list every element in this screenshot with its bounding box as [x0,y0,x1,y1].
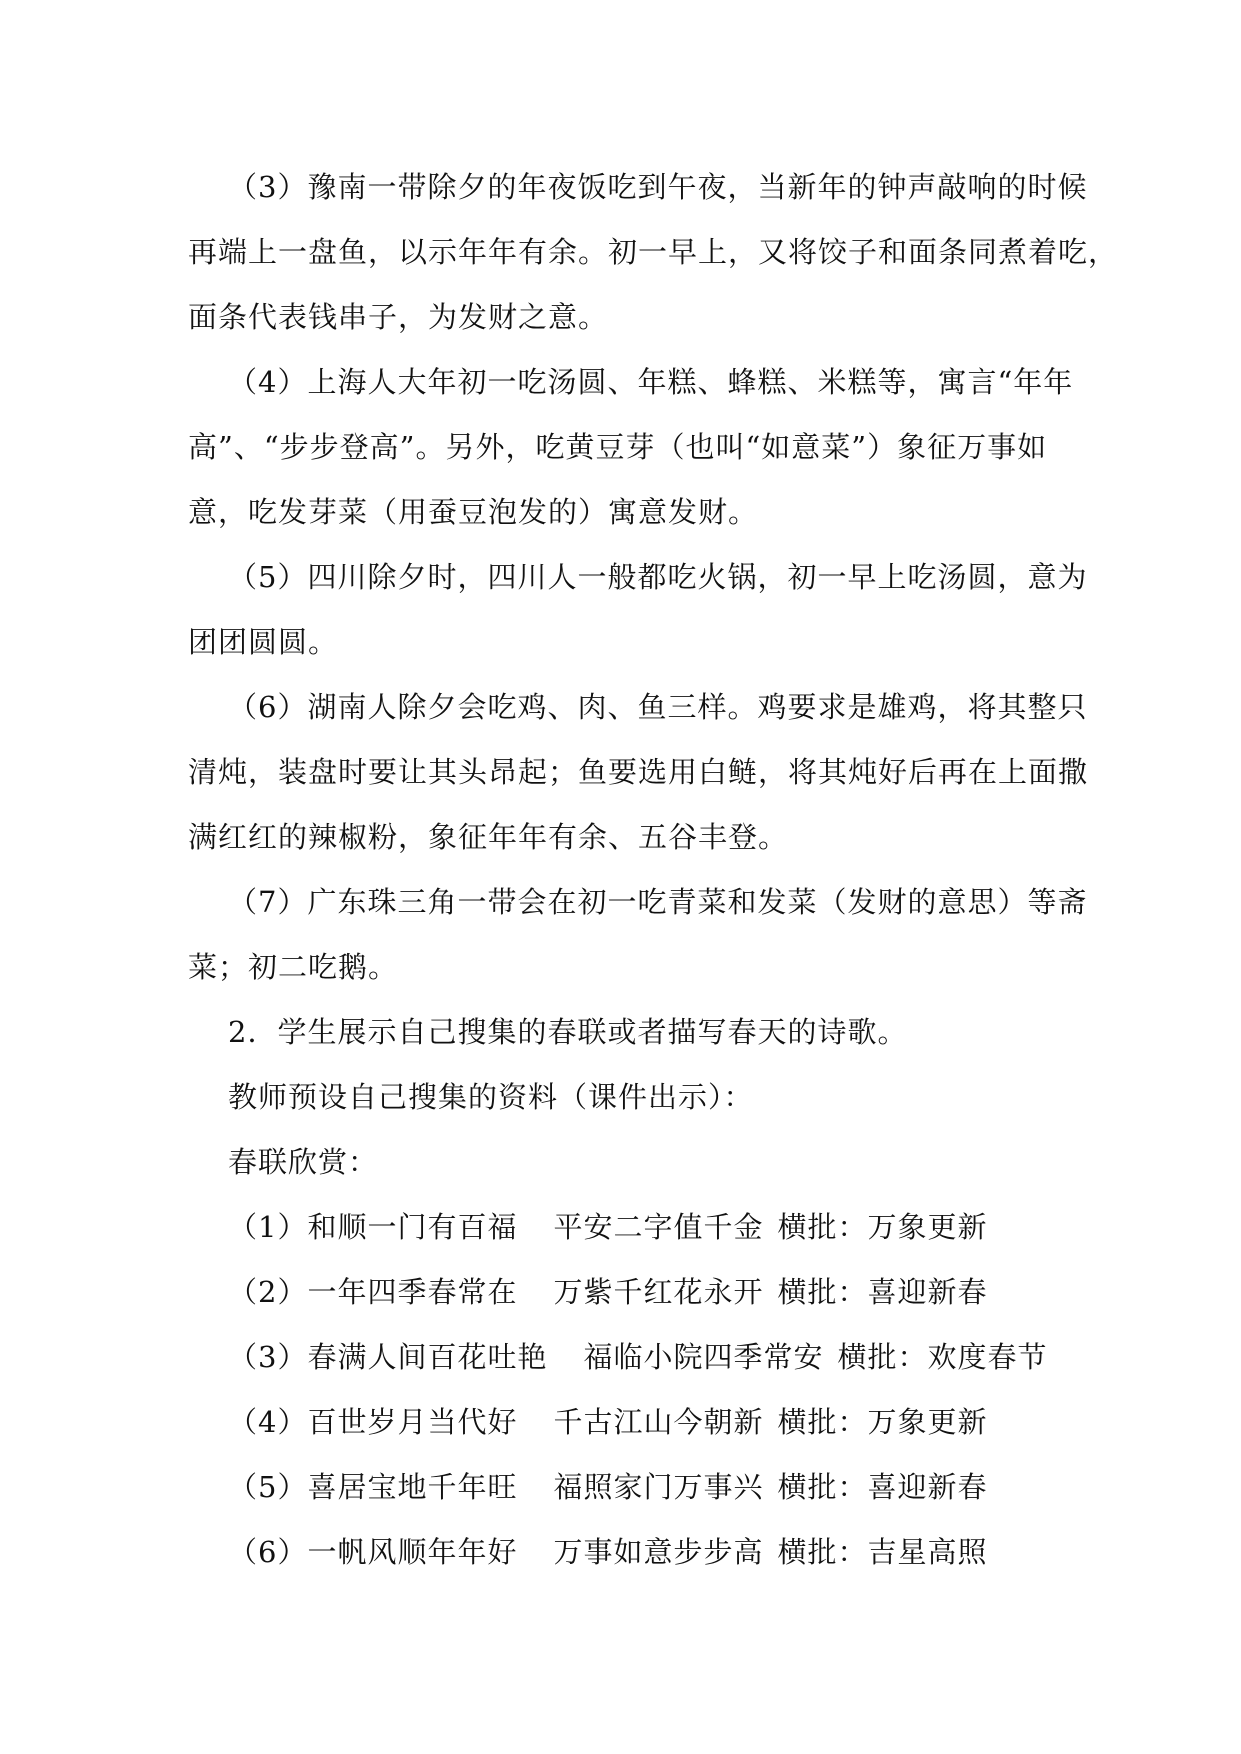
paragraph-line: （3）豫南一带除夕的年夜饭吃到午夜，当新年的钟声敲响的时候 [228,170,1088,204]
paragraph-line: （6）湖南人除夕会吃鸡、肉、鱼三样。鸡要求是雄鸡，将其整只 [228,690,1088,724]
paragraph-guangdong [188,870,1088,1000]
couplet-number: （3） [228,1340,308,1374]
paragraph-line: 清炖，装盘时要让其头昂起；鱼要选用白鲢，将其炖好后再在上面撒 [188,755,1089,789]
couplet-upper: 一年四季春常在 [307,1275,518,1309]
paragraph-shanghai [188,350,1074,545]
paragraph-line: 满红红的辣椒粉，象征年年有余、五谷丰登。 [188,820,789,854]
couplet-row [188,1390,1068,1455]
couplet-banner-label: 横批： [777,1470,868,1504]
paragraph-line: 菜；初二吃鹅。 [188,950,399,984]
couplet-banner: 万象更新 [867,1210,988,1244]
couplet-heading: 春联欣赏： [228,1145,379,1179]
couplet-number: （5） [228,1470,308,1504]
list-item-2: 2．学生展示自己搜集的春联或者描写春天的诗歌。 [228,1015,908,1049]
paragraph-line: （4）上海人大年初一吃汤圆、年糕、蜂糕、米糕等，寓言“年年 [228,365,1074,399]
couplet-number: （1） [228,1210,308,1244]
couplet-banner-label: 横批： [777,1535,868,1569]
couplet-row [188,1325,1068,1390]
couplet-upper: 和顺一门有百福 [307,1210,518,1244]
couplet-banner: 喜迎新春 [867,1470,988,1504]
paragraph-henan [188,155,1119,350]
couplet-upper: 一帆风顺年年好 [307,1535,518,1569]
couplet-banner: 欢度春节 [927,1340,1048,1374]
couplet-upper: 春满人间百花吐艳 [307,1340,548,1374]
couplet-list [188,1195,1068,1585]
couplet-row [188,1195,1068,1260]
document-body [188,155,1119,1585]
couplet-upper: 百世岁月当代好 [307,1405,518,1439]
couplet-banner: 吉星高照 [867,1535,988,1569]
couplet-lower: 万紫千红花永开 [553,1275,764,1309]
paragraph-line: （7）广东珠三角一带会在初一吃青菜和发菜（发财的意思）等斋 [228,885,1088,919]
couplet-lower: 福临小院四季常安 [583,1340,824,1374]
couplet-banner-label: 横批： [777,1210,868,1244]
paragraph-line: （5）四川除夕时，四川人一般都吃火锅，初一早上吃汤圆，意为 [228,560,1088,594]
couplet-lower: 福照家门万事兴 [553,1470,764,1504]
couplet-row [188,1260,1068,1325]
couplet-banner-label: 横批： [837,1340,928,1374]
couplet-banner-label: 横批： [777,1275,868,1309]
paragraph-hunan [188,675,1089,870]
couplet-lower: 千古江山今朝新 [553,1405,764,1439]
paragraph-line: 再端上一盘鱼，以示年年有余。初一早上，又将饺子和面条同煮着吃， [188,235,1119,269]
couplet-lower: 万事如意步步高 [553,1535,764,1569]
couplet-row [188,1520,1068,1585]
teacher-note: 教师预设自己搜集的资料（课件出示）： [228,1080,754,1114]
couplet-lower: 平安二字值千金 [553,1210,764,1244]
couplet-number: （6） [228,1535,308,1569]
paragraph-sichuan [188,545,1088,675]
couplet-number: （2） [228,1275,308,1309]
paragraph-line: 面条代表钱串子，为发财之意。 [188,300,609,334]
couplet-number: （4） [228,1405,308,1439]
paragraph-line: 团团圆圆。 [188,625,339,659]
paragraph-line: 高”、“步步登高”。另外，吃黄豆芽（也叫“如意菜”）象征万事如 [188,430,1048,464]
couplet-upper: 喜居宝地千年旺 [307,1470,518,1504]
couplet-banner: 喜迎新春 [867,1275,988,1309]
couplet-row [188,1455,1068,1520]
paragraph-line: 意，吃发芽菜（用蚕豆泡发的）寓意发财。 [188,495,759,529]
couplet-banner-label: 横批： [777,1405,868,1439]
couplet-banner: 万象更新 [867,1405,988,1439]
